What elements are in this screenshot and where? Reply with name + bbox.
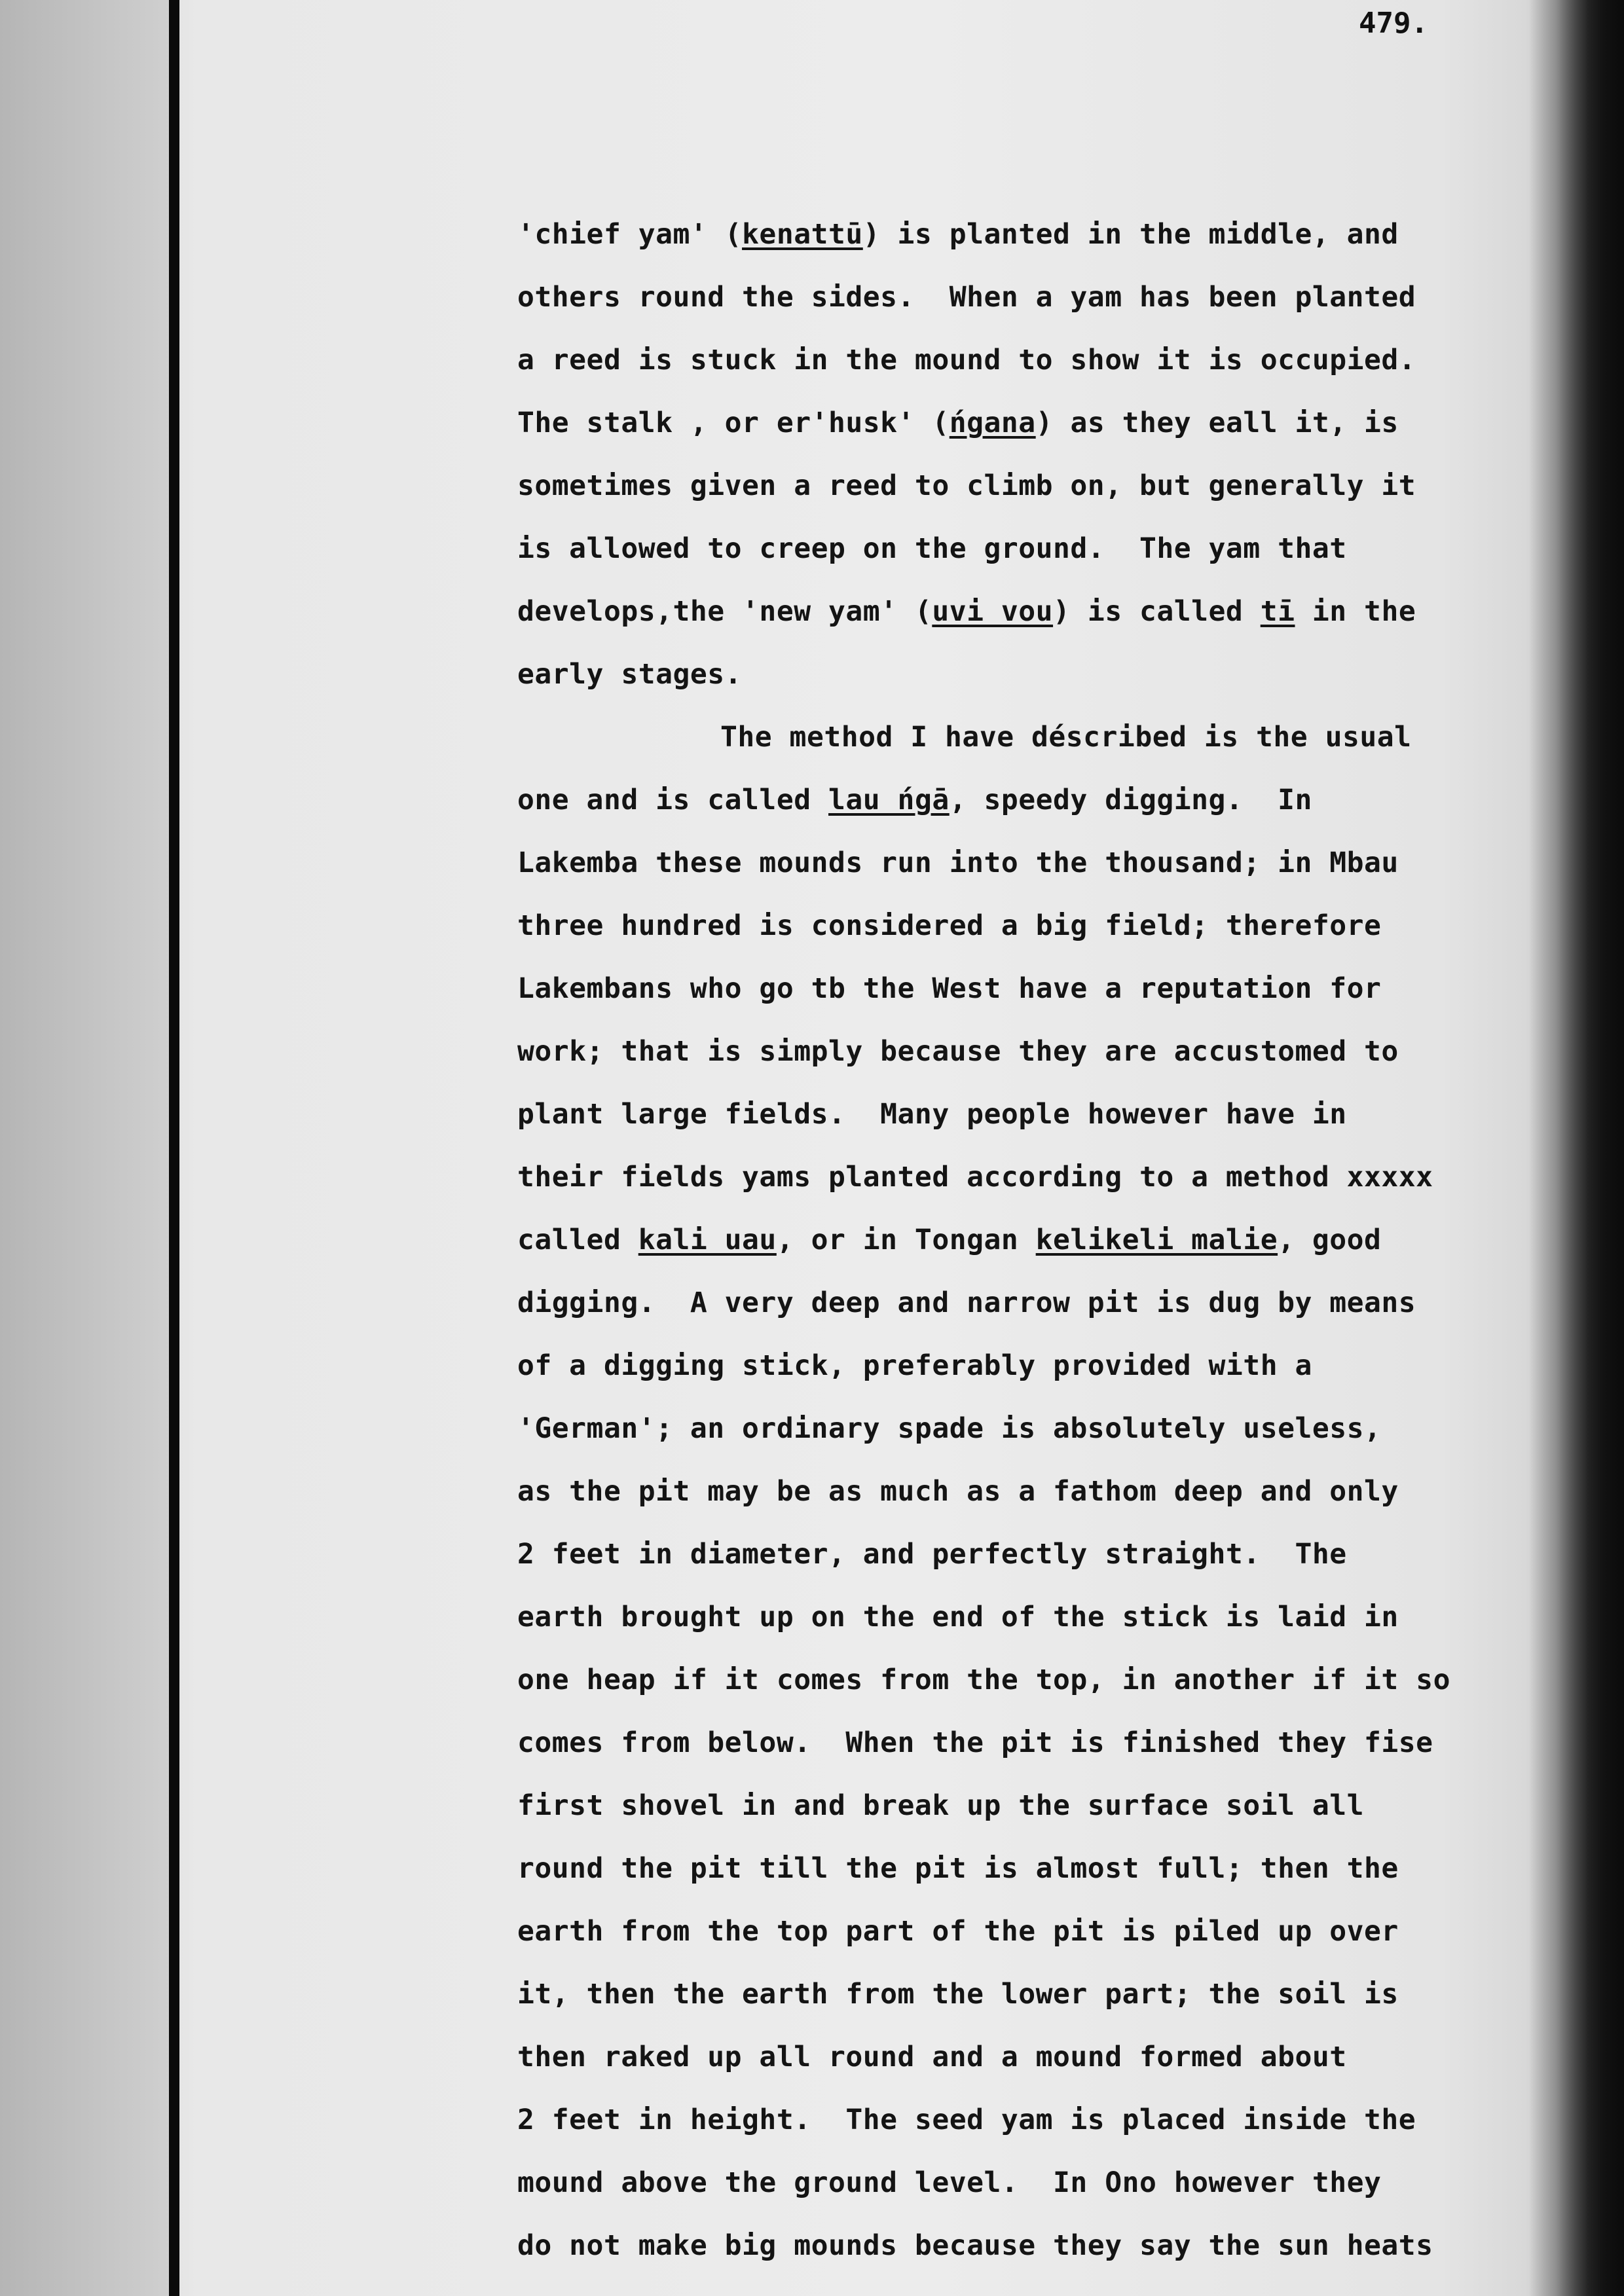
left-margin-shadow <box>0 0 169 2296</box>
text-line: Lakemba these mounds run into the thousand; in Mbau <box>517 847 1399 879</box>
text-line: of a digging stick, preferably provided with a <box>517 1349 1312 1382</box>
typed-text-body <box>517 203 1526 2277</box>
text-line: do not make big mounds because they say the sun heats <box>517 2229 1433 2262</box>
text-line: round the pit till the pit is almost full; then the <box>517 1852 1399 1885</box>
right-page-edge <box>1529 0 1624 2296</box>
text-line: called kali uau, or in Tongan kelikeli malie, good <box>517 1224 1382 1256</box>
text-line: work; that is simply because they are accustomed to <box>517 1035 1399 1068</box>
text-line: digging. A very deep and narrow pit is dug by means <box>517 1286 1416 1319</box>
text-line: 'chief yam' (kenattū) is planted in the middle, and <box>517 218 1399 251</box>
text-line: one heap if it comes from the top, in another if it so <box>517 1664 1450 1696</box>
text-line: mound above the ground level. In Ono however they <box>517 2166 1382 2199</box>
text-line: their fields yams planted according to a method xxxxx <box>517 1161 1433 1194</box>
text-line: develops,the 'new yam' (uvi vou) is called tī in the <box>517 595 1416 628</box>
text-line: The stalk , or er'husk' (ńgana) as they eall it, is <box>517 407 1399 439</box>
text-line: 2 feet in height. The seed yam is placed inside the <box>517 2104 1416 2136</box>
text-line: 'German'; an ordinary spade is absolutely useless, <box>517 1412 1382 1445</box>
text-line: earth from the top part of the pit is piled up over <box>517 1915 1399 1948</box>
text-line: plant large fields. Many people however have in <box>517 1098 1347 1131</box>
text-line: comes from below. When the pit is finished they fise <box>517 1726 1433 1759</box>
text-line: The method I have déscribed is the usual <box>720 721 1412 754</box>
text-line: 2 feet in diameter, and perfectly straight. The <box>517 1538 1347 1571</box>
page-number: 479. <box>1359 7 1428 40</box>
text-line: earth brought up on the end of the stick is laid in <box>517 1601 1399 1633</box>
text-line: first shovel in and break up the surface soil all <box>517 1789 1365 1822</box>
text-line: sometimes given a reed to climb on, but generally it <box>517 469 1416 502</box>
text-line: early stages. <box>517 658 743 691</box>
text-line: then raked up all round and a mound formed about <box>517 2041 1347 2073</box>
text-line: one and is called lau ńgā, speedy digging. In <box>517 784 1312 816</box>
text-line: as the pit may be as much as a fathom deep and only <box>517 1475 1399 1508</box>
text-line: Lakembans who go tb the West have a reputation for <box>517 972 1382 1005</box>
text-line: others round the sides. When a yam has been planted <box>517 281 1416 314</box>
text-line: it, then the earth from the lower part; the soil is <box>517 1978 1399 2011</box>
text-line: is allowed to creep on the ground. The yam that <box>517 532 1347 565</box>
binding-edge <box>169 0 179 2296</box>
text-line: three hundred is considered a big field; therefore <box>517 909 1382 942</box>
text-line: a reed is stuck in the mound to show it is occupied. <box>517 344 1416 376</box>
